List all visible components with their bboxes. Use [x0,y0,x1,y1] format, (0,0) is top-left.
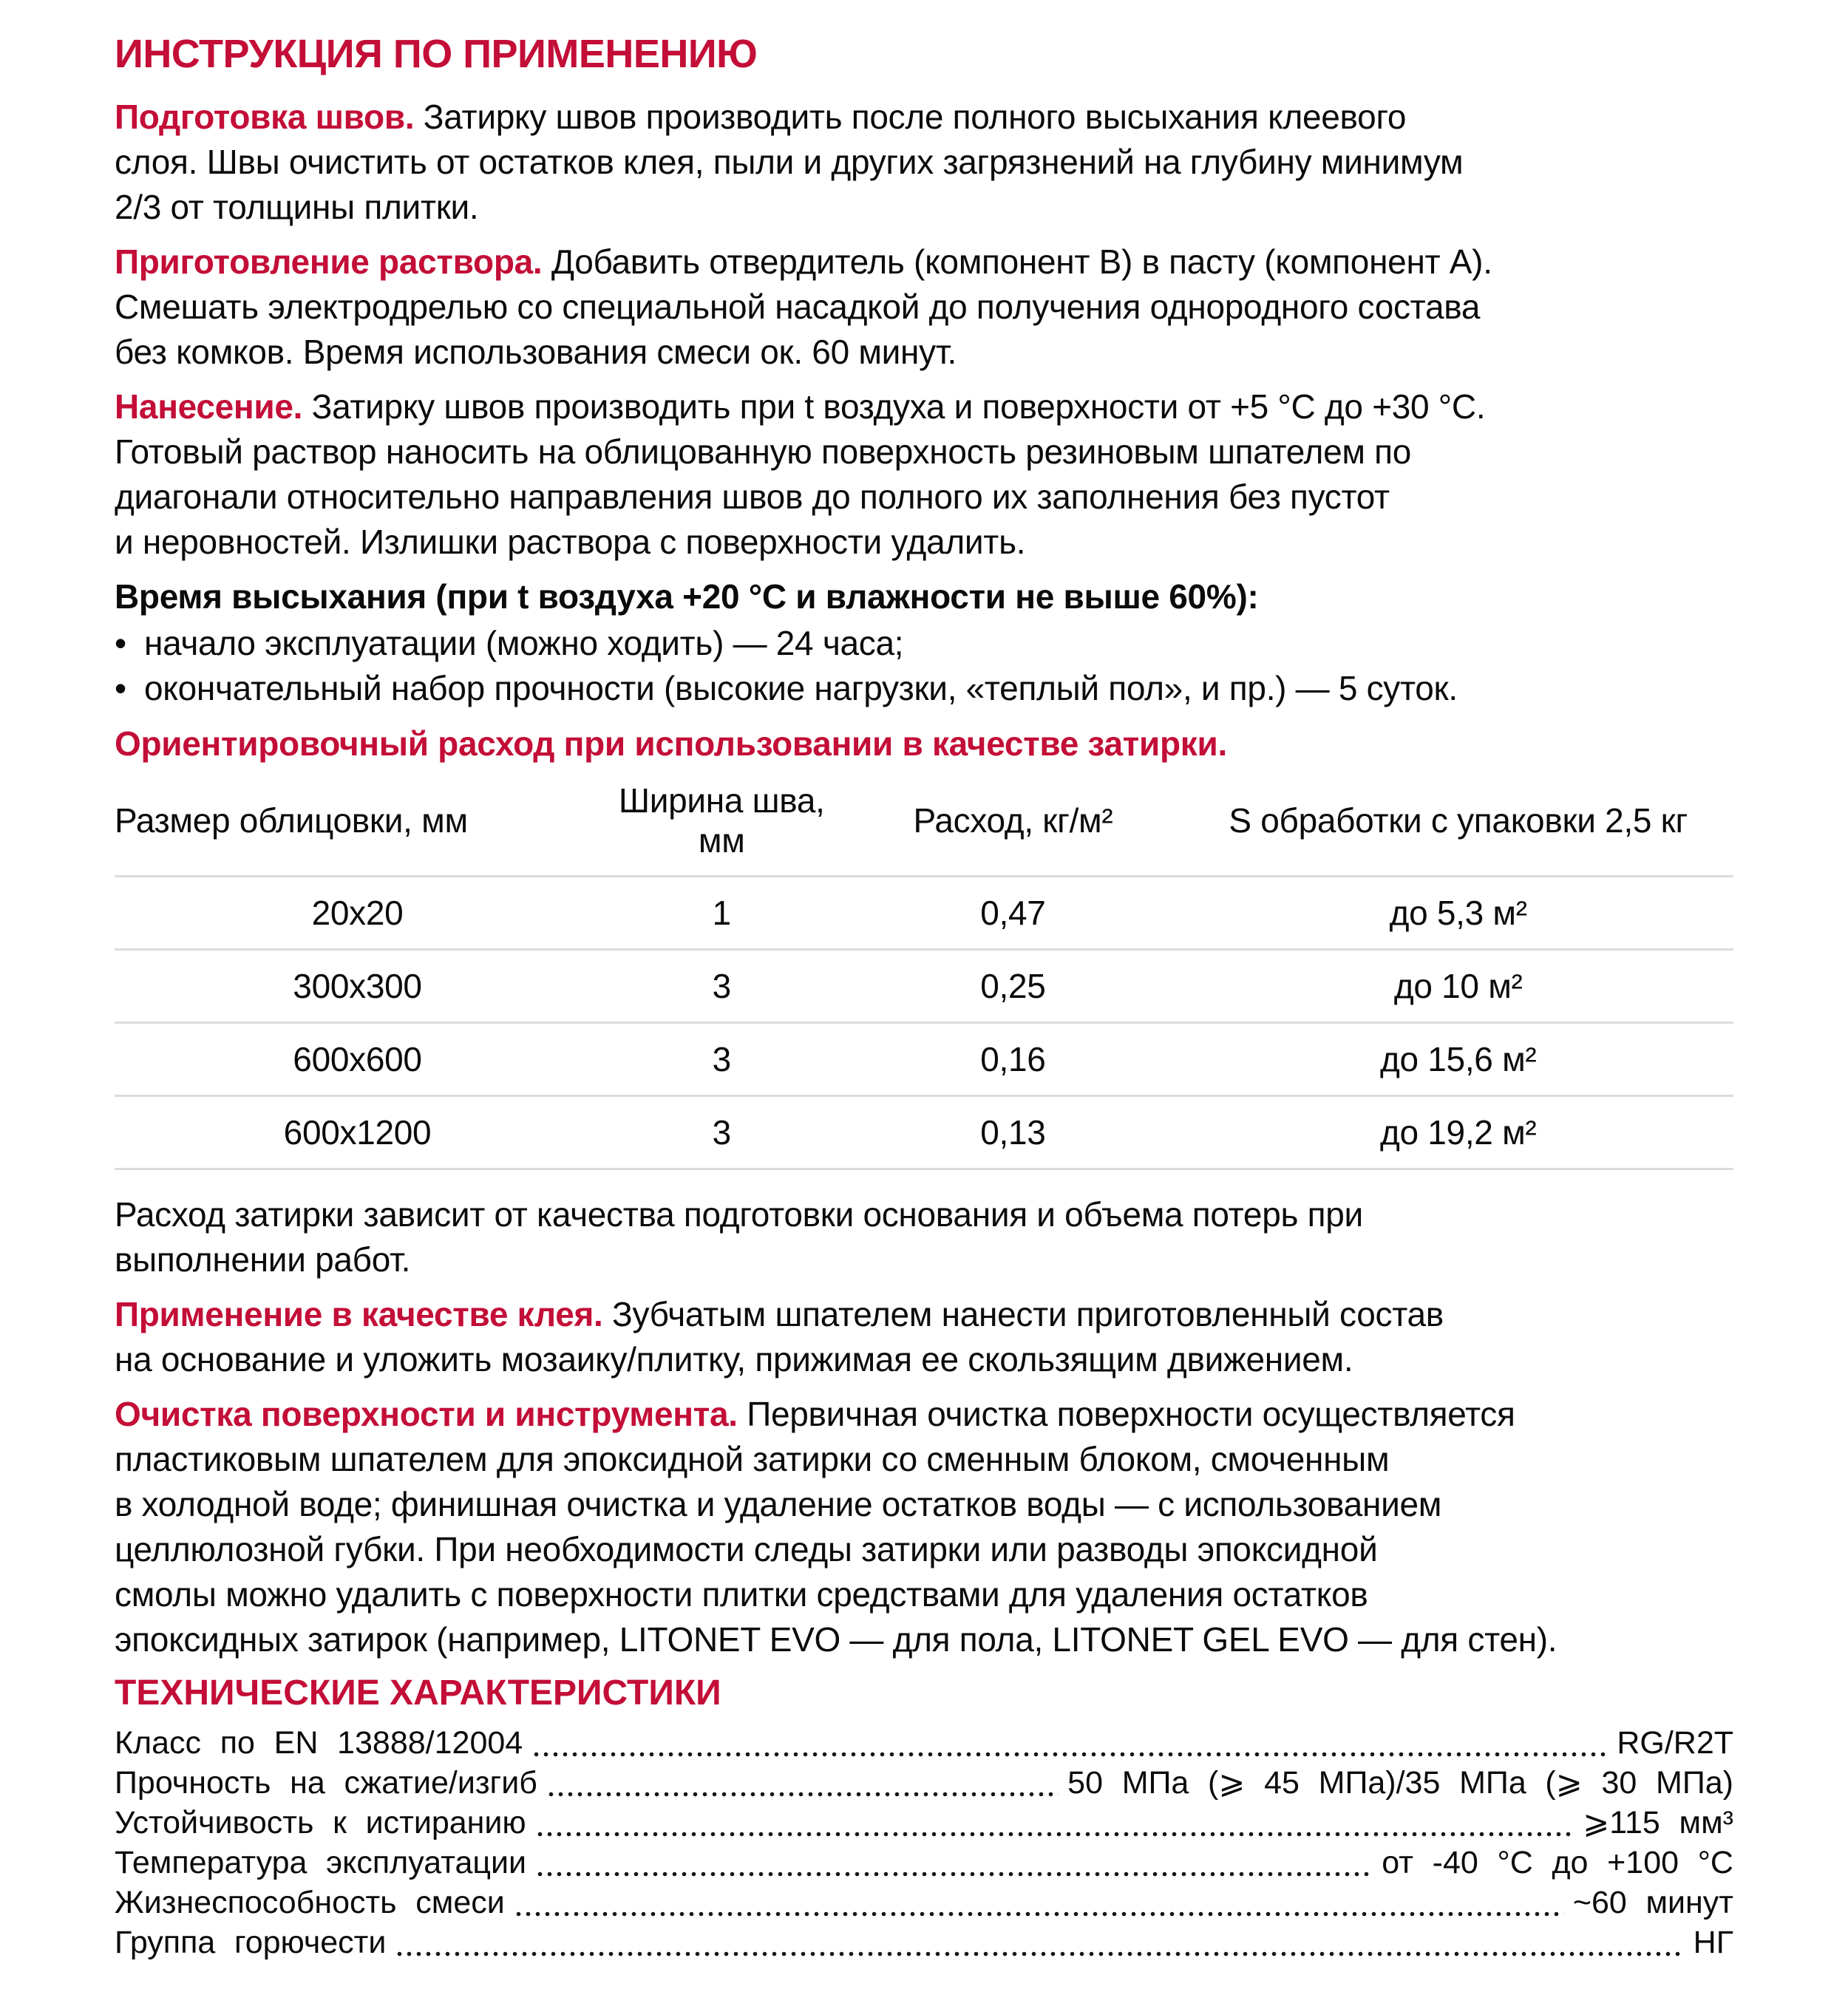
table-header-row [115,776,1733,877]
table-cell: 3 [600,950,843,1023]
spec-label: Класс по EN 13888/12004 [115,1725,523,1761]
table-cell: 600х600 [115,1023,600,1096]
table-cell: 20х20 [115,877,600,950]
table-cell: до 15,6 м² [1183,1023,1733,1096]
spec-row [115,1723,1733,1763]
consumption-note-text: Расход затирки зависит от качества подготовки основания и объема потерь при выполнении работ. [115,1195,1363,1279]
paragraph-use-as-adhesive-lead: Применение в качестве клея. [115,1295,612,1333]
dot-leader [535,1871,1373,1877]
spec-label: Прочность на сжатие/изгиб [115,1765,537,1801]
paragraph-mortar-preparation-lead: Приготовление раствора. [115,242,551,281]
table-cell: до 10 м² [1183,950,1733,1023]
paragraph-joint-preparation [115,95,1733,230]
spec-value: RG/R2T [1617,1725,1733,1761]
table-row [115,950,1733,1023]
table-row [115,1096,1733,1169]
spec-value: НГ [1693,1925,1733,1960]
table-row [115,1023,1733,1096]
table-cell: 0,16 [843,1023,1183,1096]
bullet-icon: • [115,669,126,707]
table-header-cell: Ширина шва, мм [600,776,843,877]
paragraph-application [115,384,1733,565]
dot-leader [531,1751,1608,1758]
bullet-icon: • [115,624,126,662]
page-title: ИНСТРУКЦИЯ ПО ПРИМЕНЕНИЮ [115,32,758,76]
paragraph-cleaning [115,1392,1733,1662]
dot-leader [395,1951,1684,1957]
paragraph-joint-preparation-lead: Подготовка швов. [115,98,424,136]
table-cell: 3 [600,1023,843,1096]
table-cell: 1 [600,877,843,950]
spec-value: 50 МПа (⩾ 45 МПа)/35 МПа (⩾ 30 МПа) [1067,1765,1733,1801]
paragraph-application-text: Затирку швов производить при t воздуха и поверхности от +5 °С до +30 °С. Готовый раствор наносить на облицованную поверхность резиновым шпателем по диагонали относительно направления швов до полного их заполнения без пустот и неровностей. Излишки раствора с поверхности удалить. [115,387,1486,561]
table-cell: 600х1200 [115,1096,600,1169]
table-cell: до 5,3 м² [1183,877,1733,950]
spec-value: ⩾115 мм³ [1583,1805,1733,1840]
spec-row [115,1923,1733,1962]
paragraph-joint-preparation-text: Затирку швов производить после полного высыхания клеевого слоя. Швы очистить от остатков клея, пыли и других загрязнений на глубину минимум 2/3 от толщины плитки. [115,98,1464,226]
list-item [115,666,1733,711]
tech-specs-heading: ТЕХНИЧЕСКИЕ ХАРАКТЕРИСТИКИ [115,1673,721,1713]
paragraph-use-as-adhesive [115,1292,1733,1382]
paragraph-mortar-preparation [115,239,1733,375]
dot-leader [546,1791,1059,1798]
spec-row [115,1843,1733,1883]
paragraph-cleaning-lead: Очистка поверхности и инструмента. [115,1395,747,1433]
table-cell: 0,47 [843,877,1183,950]
consumption-heading: Ориентировочный расход при использовании в качестве затирки. [115,724,1227,763]
consumption-table [115,776,1733,1170]
spec-value: от -40 °С до +100 °С [1382,1845,1733,1880]
table-cell: 300х300 [115,950,600,1023]
paragraph-mortar-preparation-text: Добавить отвердитель (компонент В) в пасту (компонент А). Смешать электродрелью со специальной насадкой до получения однородного состава без комков. Время использования смеси ок. 60 минут. [115,242,1492,371]
tech-specs-list [115,1723,1733,1962]
list-item-text: окончательный набор прочности (высокие нагрузки, «теплый пол», и пр.) — 5 суток. [144,669,1458,707]
spec-label: Устойчивость к истиранию [115,1805,526,1840]
paragraph-application-lead: Нанесение. [115,387,312,426]
spec-label: Жизнеспособность смеси [115,1885,505,1920]
table-row [115,877,1733,950]
table-header-cell: S обработки с упаковки 2,5 кг [1183,776,1733,877]
consumption-note [115,1192,1733,1282]
table-header-cell: Размер облицовки, мм [115,776,600,877]
spec-label: Группа горючести [115,1925,387,1960]
drying-time-list [115,621,1733,711]
table-cell: 0,13 [843,1096,1183,1169]
dot-leader [535,1831,1574,1838]
spec-row [115,1883,1733,1923]
paragraph-cleaning-text: Первичная очистка поверхности осуществляется пластиковым шпателем для эпоксидной затирки со сменным блоком, смоченным в холодной воде; финишная очистка и удаление остатков воды — с использованием целлюлозной губки. При необходимости следы затирки или разводы эпоксидной смолы можно удалить с поверхности плитки средствами для удаления остатков эпоксидных затирок (например, LITONET EVO — для пола, LITONET GEL EVO — для стен). [115,1395,1557,1659]
drying-time-heading-text: Время высыхания (при t воздуха +20 °С и влажности не выше 60%): [115,577,1259,616]
table-cell: до 19,2 м² [1183,1096,1733,1169]
spec-value: ~60 минут [1572,1885,1733,1920]
list-item-text: начало эксплуатации (можно ходить) — 24 часа; [144,624,904,662]
drying-time-heading [115,574,1733,619]
spec-row [115,1803,1733,1843]
table-cell: 3 [600,1096,843,1169]
spec-label: Температура эксплуатации [115,1845,527,1880]
list-item [115,621,1733,666]
paragraph-use-as-adhesive-text: Зубчатым шпателем нанести приготовленный состав на основание и уложить мозаику/плитку, прижимая ее скользящим движением. [115,1295,1444,1379]
table-header-cell: Расход, кг/м² [843,776,1183,877]
spec-row [115,1763,1733,1803]
dot-leader [514,1911,1564,1917]
table-cell: 0,25 [843,950,1183,1023]
